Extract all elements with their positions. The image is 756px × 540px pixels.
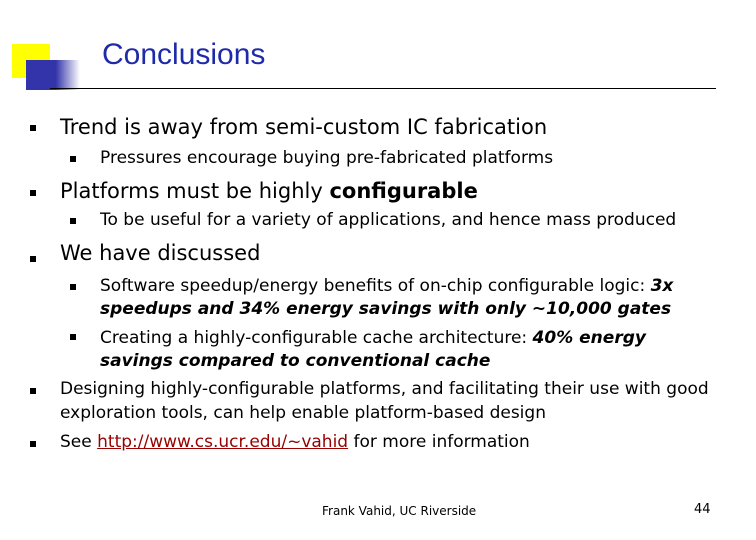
bullet-square-icon	[70, 334, 76, 340]
bullet-2	[60, 179, 478, 203]
bullet-3-2-emphasis: 40% energy	[532, 328, 646, 348]
bullet-2-emphasis: configurable	[329, 179, 478, 203]
bullet-4-continued: exploration tools, can help enable platform-based design	[60, 403, 546, 423]
slide-title: Conclusions	[102, 38, 266, 71]
bullet-3-1-continued: speedups and 34% energy savings with only ~10,000 gates	[100, 299, 672, 319]
bullet-3-2	[100, 328, 646, 348]
bullet-3-1-emphasis: 3x	[650, 276, 674, 296]
bullet-3-2-text: Creating a highly-configurable cache architecture:	[100, 328, 533, 348]
bullet-square-icon	[30, 441, 36, 447]
bullet-5-text-end: for more information	[348, 432, 530, 452]
bullet-4: Designing highly-configurable platforms, and facilitating their use with good	[60, 379, 709, 399]
bullet-square-icon	[30, 190, 36, 196]
title-divider	[50, 88, 716, 89]
bullet-square-icon	[70, 284, 76, 290]
bullet-3-1	[100, 276, 673, 296]
bullet-square-icon	[30, 388, 36, 394]
bullet-1-1: Pressures encourage buying pre-fabricated platforms	[100, 148, 554, 168]
title-decoration-blue	[26, 60, 80, 90]
bullet-square-icon	[70, 156, 76, 162]
page-number: 44	[694, 502, 711, 517]
bullet-square-icon	[30, 256, 36, 262]
bullet-3: We have discussed	[60, 241, 261, 265]
bullet-2-text: Platforms must be highly	[60, 179, 330, 203]
bullet-2-1: To be useful for a variety of applications, and hence mass produced	[100, 210, 677, 230]
bullet-3-2-continued: savings compared to conventional cache	[100, 351, 491, 371]
footer-author: Frank Vahid, UC Riverside	[322, 504, 477, 518]
bullet-square-icon	[30, 125, 36, 131]
bullet-1: Trend is away from semi-custom IC fabrication	[60, 115, 548, 139]
bullet-square-icon	[70, 218, 76, 224]
vahid-link[interactable]: http://www.cs.ucr.edu/~vahid	[97, 432, 349, 452]
bullet-5-text: See	[60, 432, 98, 452]
bullet-5	[60, 432, 530, 452]
bullet-3-1-text: Software speedup/energy benefits of on-chip configurable logic:	[100, 276, 651, 296]
